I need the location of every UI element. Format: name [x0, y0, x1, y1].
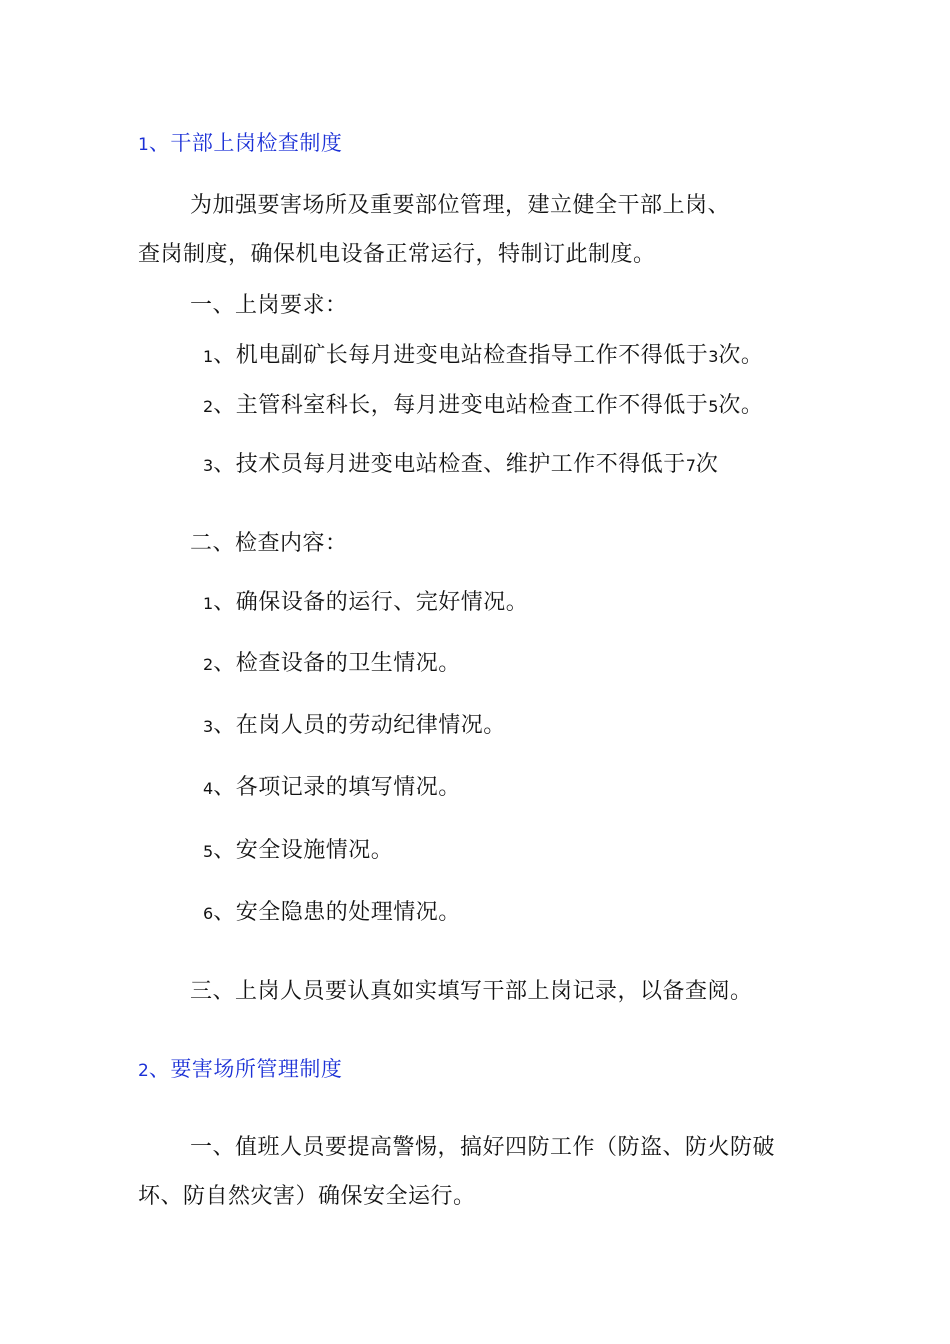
list-item: 2、主管科室科长，每月进变电站检查工作不得低于5次。	[203, 393, 764, 418]
section1-heading	[138, 128, 342, 160]
list-item: 1、机电副矿长每月进变电站检查指导工作不得低于3次。	[203, 343, 764, 368]
part3-text: 三、上岗人员要认真如实填写干部上岗记录，以备查阅。	[190, 979, 753, 1004]
list-item: 5、安全设施情况。	[203, 838, 394, 863]
section2-number: 2	[138, 1061, 149, 1081]
list-item: 6、安全隐患的处理情况。	[203, 900, 461, 925]
section2-para1-line1: 一、值班人员要提高警惕，搞好四防工作（防盗、防火防破	[190, 1135, 776, 1160]
part1-heading: 一、上岗要求：	[190, 293, 348, 318]
list-item: 2、检查设备的卫生情况。	[203, 651, 461, 676]
list-item: 4、各项记录的填写情况。	[203, 775, 461, 800]
list-item: 3、在岗人员的劳动纪律情况。	[203, 713, 506, 738]
part2-heading: 二、检查内容：	[190, 531, 348, 556]
section2-para1-line2: 坏、防自然灾害）确保安全运行。	[138, 1184, 476, 1209]
section1-intro-line1: 为加强要害场所及重要部位管理，建立健全干部上岗、	[190, 193, 731, 218]
section2-title: 、要害场所管理制度	[148, 1057, 343, 1081]
section2-heading	[138, 1054, 342, 1086]
list-item: 3、技术员每月进变电站检查、维护工作不得低于7次	[203, 452, 719, 477]
section1-intro-line2: 查岗制度，确保机电设备正常运行，特制订此制度。	[138, 242, 656, 267]
section1-title: 、干部上岗检查制度	[148, 131, 343, 155]
section1-number: 1	[138, 135, 149, 155]
list-item: 1、确保设备的运行、完好情况。	[203, 590, 529, 615]
